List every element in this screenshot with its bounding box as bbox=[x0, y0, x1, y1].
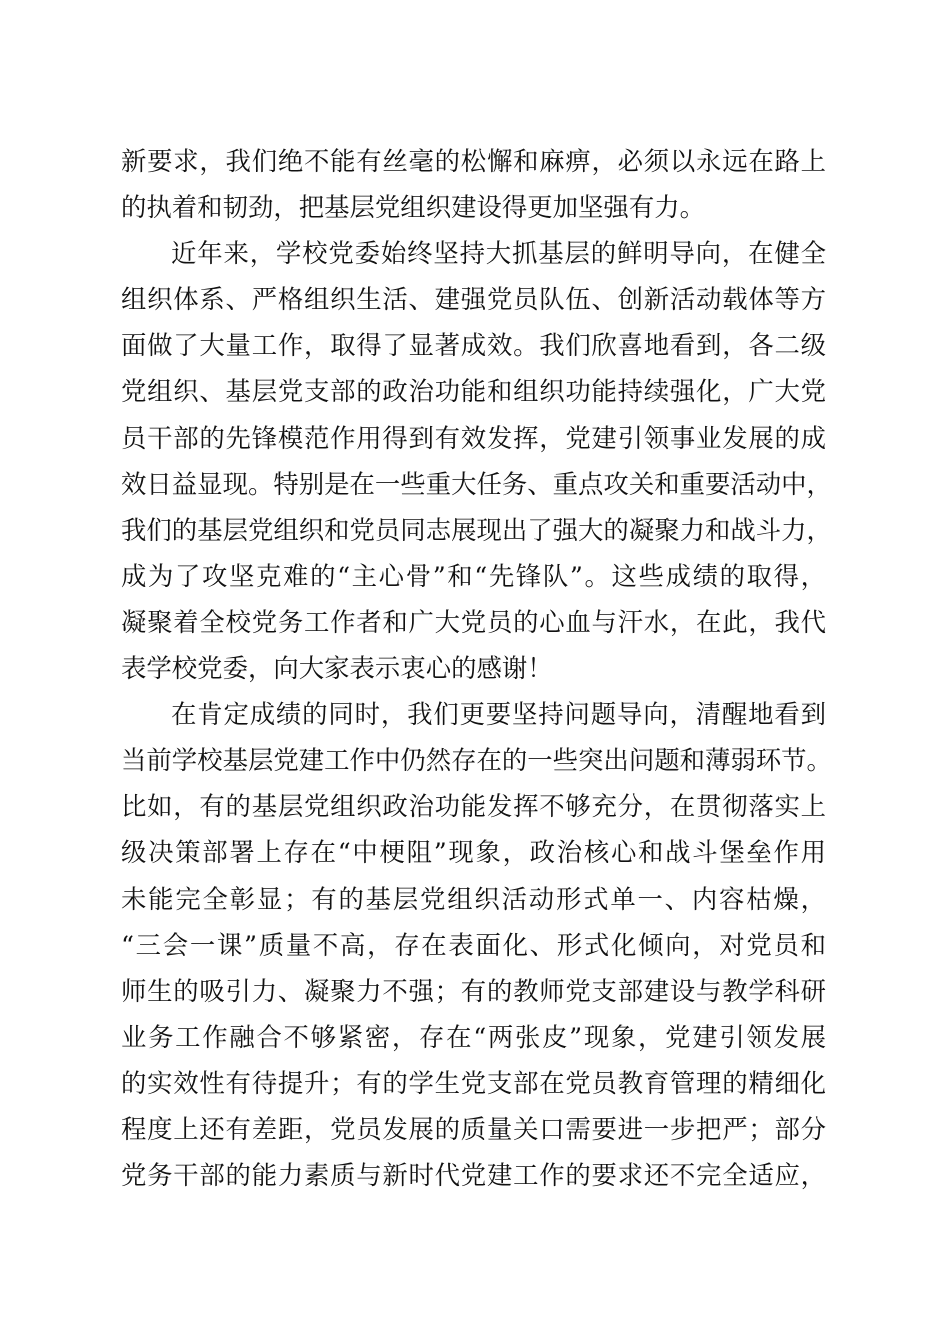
text-line: 级决策部署上存在“中梗阻”现象，政治核心和战斗堡垒作用 bbox=[121, 837, 826, 868]
text-line: 党组织、基层党支部的政治功能和组织功能持续强化，广大党 bbox=[121, 376, 826, 407]
text-line: 表学校党委，向大家表示衷心的感谢！ bbox=[121, 653, 553, 684]
text-line: 的实效性有待提升；有的学生党支部在党员教育管理的精细化 bbox=[121, 1067, 826, 1098]
text-line: 组织体系、严格组织生活、建强党员队伍、创新活动载体等方 bbox=[121, 284, 826, 315]
text-line: 程度上还有差距，党员发展的质量关口需要进一步把严；部分 bbox=[121, 1113, 826, 1144]
text-line: 业务工作融合不够紧密，存在“两张皮”现象，党建引领发展 bbox=[121, 1021, 826, 1052]
text-line: 的执着和韧劲，把基层党组织建设得更加坚强有力。 bbox=[121, 192, 705, 223]
document-body bbox=[121, 138, 832, 1198]
text-line: 面做了大量工作，取得了显著成效。我们欣喜地看到，各二级 bbox=[121, 330, 826, 361]
paragraph-first-line: 在肯定成绩的同时，我们更要坚持问题导向，清醒地看到 bbox=[171, 699, 826, 730]
text-line: “三会一课”质量不高，存在表面化、形式化倾向，对党员和 bbox=[121, 929, 826, 960]
text-line: 员干部的先锋模范作用得到有效发挥，党建引领事业发展的成 bbox=[121, 422, 826, 453]
text-line: 比如，有的基层党组织政治功能发挥不够充分，在贯彻落实上 bbox=[121, 791, 826, 822]
text-line: 未能完全彰显；有的基层党组织活动形式单一、内容枯燥， bbox=[121, 883, 826, 914]
text-line: 当前学校基层党建工作中仍然存在的一些突出问题和薄弱环节。 bbox=[121, 745, 832, 776]
text-line: 党务干部的能力素质与新时代党建工作的要求还不完全适应， bbox=[121, 1160, 826, 1191]
text-line: 凝聚着全校党务工作者和广大党员的心血与汗水，在此，我代 bbox=[121, 606, 826, 637]
text-line: 新要求，我们绝不能有丝毫的松懈和麻痹，必须以永远在路上 bbox=[121, 146, 826, 176]
text-line: 师生的吸引力、凝聚力不强；有的教师党支部建设与教学科研 bbox=[121, 975, 826, 1006]
text-line: 成为了攻坚克难的“主心骨”和“先锋队”。这些成绩的取得， bbox=[121, 560, 826, 591]
text-line: 我们的基层党组织和党员同志展现出了强大的凝聚力和战斗力， bbox=[121, 514, 832, 545]
paragraph-first-line: 近年来，学校党委始终坚持大抓基层的鲜明导向，在健全 bbox=[171, 238, 826, 269]
text-line: 效日益显现。特别是在一些重大任务、重点攻关和重要活动中， bbox=[121, 468, 832, 499]
